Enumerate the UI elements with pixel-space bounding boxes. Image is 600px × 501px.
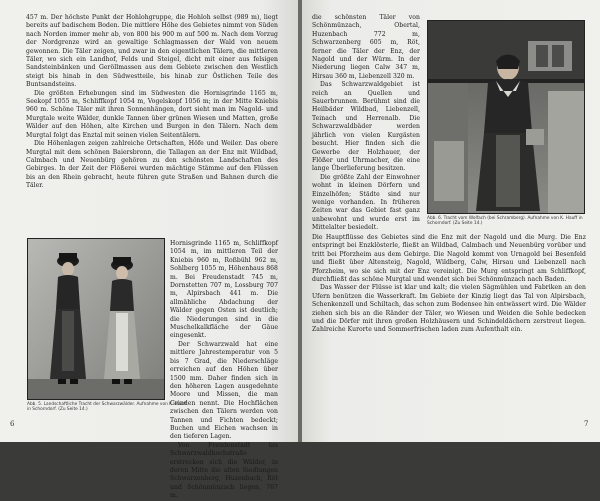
costume-photo-woman <box>427 20 585 214</box>
left-bottom-text-block <box>170 240 278 500</box>
paragraph: Die Hauptflüsse des Gebietes sind die Enz mit der Nagold und die Murg. Die Enz entspringt bei Enzklösterle, fließt an Wildbad, Calmbach und Neuenbürg vorüber und tritt bei Pforzheim aus dem Gebirge. Die Nagold kommt von Urnagold bei Besenfeld und fließt über Altensteig, Nagold, Wildberg, Calw, Hirsau und Liebenzell nach Pforzheim, wo sie sich mit der Enz vereinigt. Die Murg entspringt am Schliffkopf, durchfließt das schöne Murgtal und wendet sich bei Schönmünzach nach Baden. <box>312 234 586 284</box>
paragraph: die schönsten Täler von Schönmünzach, Obertal, Huzenbach 772 m, Schwarzenberg 605 m, Röt, ferner die Täler der Enz, der Nagold und der Würm. In der Niederung liegen Calw 347 m, Hirsau 360 m, Liebenzell 320 m. <box>312 14 420 80</box>
photo-illustration <box>28 239 164 399</box>
left-page <box>0 0 298 500</box>
photo-caption: Abb. 5. Landschaftliche Tracht der Schwarzwälder. Aufnahme von K. Hauff in Schorndorf. (Zu Seite 14.) <box>27 402 187 413</box>
paragraph: Der Schwarzwald hat eine mittlere Jahrestemperatur von 5 bis 7 Grad, die Niederschläge erreichen auf den Höhen über 1500 mm. Daher finden sich in den höheren Lagen ausgedehnte Moore und Missen, die man Grinden nennt. Die Hochflächen zwischen den Tälern werden von Tannen und Fichten bedeckt; Buchen und Eichen wachsen in den tieferen Lagen. <box>170 340 278 441</box>
right-bottom-text-block <box>312 234 586 412</box>
paragraph: Das Wasser der Flüsse ist klar und kalt; die vielen Sägmühlen und Fabriken an den Ufern benützen die Wasserkraft. Im Gebiete der Kinzig liegt das Tal von Alpirsbach, Schenkenzell und Schiltach, das schon zum Bodensee hin entwässert wird. Die Wälder ziehen sich bis an die Ränder der Täler, wo Wiesen und Weiden die Sohle bedecken und die Dörfer mit ihren großen Holzhäusern und Schindeldächern zerstreut liegen. Zahlreiche Kurorte und Sommerfrischen laden zum Aufenthalt ein. <box>312 284 586 334</box>
left-top-text-block <box>26 14 278 236</box>
paragraph: Das Schwarzwaldgebiet ist reich an Quellen und Sauerbrunnen. Berühmt sind die Heilbäder Wildbad, Liebenzell, Teinach und Herrenalb. Die Schwarzwaldbäder werden jährlich von vielen Kurgästen besucht. Hier finden sich die Gewerbe der Holzhauer, der Flößer und Uhrmacher, die eine lange Überlieferung besitzen. <box>312 81 420 173</box>
photo-illustration <box>428 21 584 213</box>
right-mid-text-block <box>312 190 420 230</box>
right-top-text-block <box>312 14 420 232</box>
page-number: 7 <box>584 420 589 428</box>
photo-caption: Abb. 6. Tracht vom Wolfach (bei Schramberg). Aufnahme von K. Hauff in Schorndorf. (Zu Seite 14.) <box>427 216 583 227</box>
page-number: 6 <box>10 420 15 428</box>
paragraph: Die größte Zahl der Einwohner wohnt in kleinen Dörfern und Einzelhöfen; Städte sind nur wenige vorhanden. In früheren Zeiten war das Gebiet fast ganz unbewohnt und wurde erst im Mittelalter besiedelt. <box>312 173 420 232</box>
paragraph: Von Freudenstadt bis Schwarzwaldhochstraße erstrecken sich die Wälder, in deren Mitte die alten Siedlungen Schwarzenberg, Huzenbach, Röt und Schönmünzach liegen, 767 m. <box>170 441 278 500</box>
paragraph: Die Höhenlagen zeigen zahlreiche Ortschaften, Höfe und Weiler. Das obere Murgtal mit dem schönen Baiersbronn, die Tallagen an der Enz mit Wildbad, Calmbach und Neuenbürg gehören zu den schönsten Landschaften des Gebirges. In der Zeit der Flößerei wurden mächtige Stämme auf den Flüssen bis an den Rhein gebracht, heute führen gute Straßen und Bahnen durch die Täler. <box>26 140 278 190</box>
paragraph: 457 m. Der höchste Punkt der Hohlohgruppe, die Hohloh selbst (989 m), liegt bereits auf badischem Boden. Die mittlere Höhe des Gebietes nimmt von Süden nach Norden immer mehr ab, von 800 bis 900 m auf 500 m. Nach dem Vorzug der Nordgrenze wird an gewaltige Schlagmassen der Wald von neuem gewonnen. Die Täler zeigen, und zwar in den eigentlichen Tälern, die mittleren Täler, wo sich ein Landhof, Felds und Steigel, dicht mit einer aus felsigen Sandsteinbänken und Geröllmassen aus dem Gebiete zwischen den Westlich steigt bis hinab in den Südwestteile, bis hinab zur Östlichen Teile des Buntsandsteins. <box>26 14 278 89</box>
costume-photo-two-women <box>27 238 165 400</box>
paragraph: Hornisgrinde 1165 m, Schliffkopf 1054 m, im mittleren Teil der Kniebis 960 m, Roßbühl 962 m, Sohlberg 1055 m, Höhenhaus 868 m. Bei Freudenstadt 745 m, Dornstetten 707 m, Lossburg 707 m, Alpirsbach 441 m. Die allmähliche Abdachung der Wälder gegen Osten ist deutlich; die Niederungen sind in die Muschelkalkfläche der Gäue eingesenkt. <box>170 240 278 340</box>
right-page <box>302 0 600 442</box>
paragraph: Die größten Erhebungen sind im Südwesten die Hornisgrinde 1165 m, Seekopf 1055 m, Schliffkopf 1054 m, Vogelskopf 1056 m; in der Mitte Kniebis 960 m. Schöne Täler mit ihren Sonnenhängen, dort sieht man im Nagold- und Murgtale weite Wälder, dunkle Tannen über grünen Wiesen und Matten, große Wälder auf den Höhen, alte Kirchen und Burgen in den Tälern. Nach dem Murgtal folgt das Enztal mit seinen vielen Seitentälern. <box>26 89 278 139</box>
